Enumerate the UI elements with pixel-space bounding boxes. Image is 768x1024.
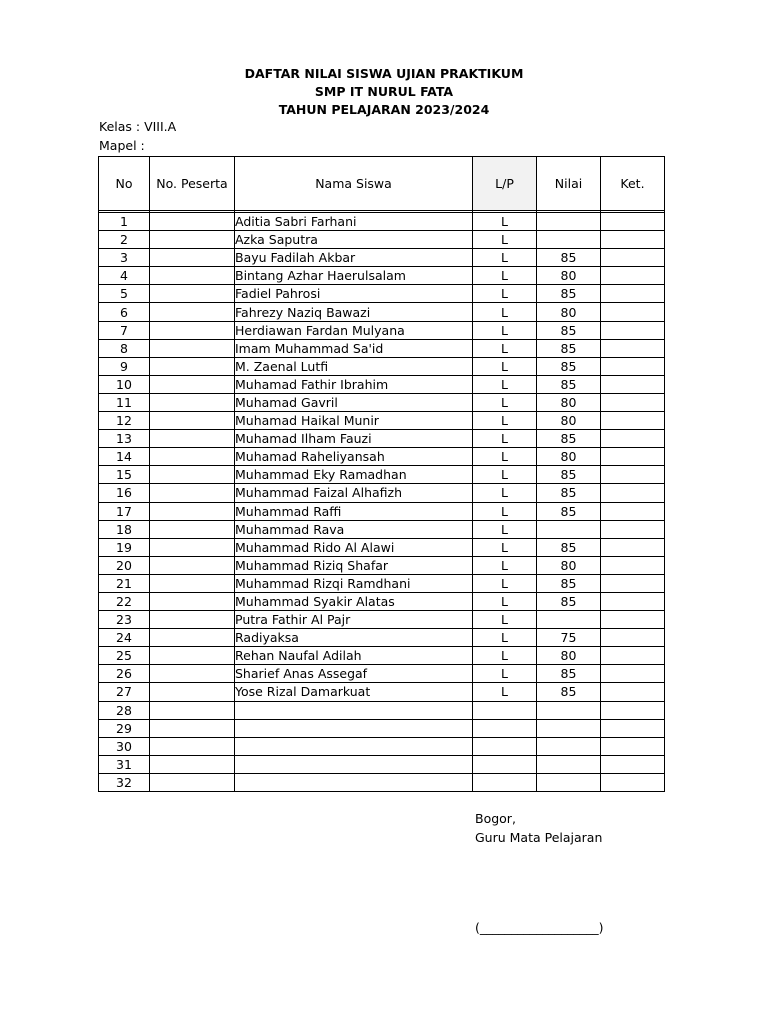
cell-no-peserta: [150, 520, 235, 538]
cell-nilai: 85: [537, 592, 601, 610]
cell-no: 1: [99, 213, 150, 231]
cell-no: 14: [99, 448, 150, 466]
cell-no: 12: [99, 412, 150, 430]
cell-lp: L: [473, 249, 537, 267]
cell-ket: [601, 231, 665, 249]
cell-no-peserta: [150, 285, 235, 303]
cell-nama-siswa: Muhammad Rizqi Ramdhani: [235, 574, 473, 592]
grades-table: [98, 156, 665, 792]
cell-no: 2: [99, 231, 150, 249]
document-title: [0, 65, 768, 119]
cell-lp: L: [473, 466, 537, 484]
cell-nilai: [537, 755, 601, 773]
cell-no-peserta: [150, 393, 235, 411]
cell-nama-siswa: [235, 773, 473, 791]
cell-nama-siswa: [235, 719, 473, 737]
cell-nama-siswa: Rehan Naufal Adilah: [235, 647, 473, 665]
cell-no: 3: [99, 249, 150, 267]
table-row: [99, 321, 665, 339]
cell-nilai: [537, 520, 601, 538]
cell-ket: [601, 629, 665, 647]
cell-no-peserta: [150, 701, 235, 719]
cell-nilai: 85: [537, 502, 601, 520]
cell-ket: [601, 773, 665, 791]
cell-no: 21: [99, 574, 150, 592]
cell-no-peserta: [150, 592, 235, 610]
cell-nilai: [537, 737, 601, 755]
cell-no: 18: [99, 520, 150, 538]
cell-no-peserta: [150, 773, 235, 791]
cell-no: 15: [99, 466, 150, 484]
cell-nama-siswa: Azka Saputra: [235, 231, 473, 249]
cell-nama-siswa: Muhammad Raffi: [235, 502, 473, 520]
cell-ket: [601, 285, 665, 303]
cell-ket: [601, 448, 665, 466]
cell-nama-siswa: Muhamad Raheliyansah: [235, 448, 473, 466]
table-row: [99, 755, 665, 773]
cell-no: 24: [99, 629, 150, 647]
table-row: [99, 213, 665, 231]
cell-ket: [601, 321, 665, 339]
cell-nilai: [537, 611, 601, 629]
table-row: [99, 466, 665, 484]
cell-nama-siswa: Fahrezy Naziq Bawazi: [235, 303, 473, 321]
signature-role: Guru Mata Pelajaran: [475, 830, 603, 845]
cell-nilai: [537, 719, 601, 737]
cell-no: 22: [99, 592, 150, 610]
cell-no-peserta: [150, 303, 235, 321]
cell-ket: [601, 574, 665, 592]
cell-nilai: 80: [537, 647, 601, 665]
cell-lp: [473, 737, 537, 755]
cell-no-peserta: [150, 430, 235, 448]
cell-no: 19: [99, 538, 150, 556]
cell-nama-siswa: Fadiel Pahrosi: [235, 285, 473, 303]
cell-lp: L: [473, 412, 537, 430]
cell-nilai: 85: [537, 665, 601, 683]
cell-lp: L: [473, 611, 537, 629]
cell-lp: L: [473, 375, 537, 393]
table-row: [99, 683, 665, 701]
table-row: [99, 611, 665, 629]
title-line-1: DAFTAR NILAI SISWA UJIAN PRAKTIKUM: [244, 66, 524, 81]
cell-ket: [601, 502, 665, 520]
cell-lp: L: [473, 647, 537, 665]
cell-nilai: 85: [537, 339, 601, 357]
cell-lp: L: [473, 574, 537, 592]
table-row: [99, 556, 665, 574]
cell-no-peserta: [150, 339, 235, 357]
subject-label: Mapel :: [99, 138, 145, 153]
cell-nilai: 80: [537, 303, 601, 321]
cell-lp: L: [473, 629, 537, 647]
cell-ket: [601, 213, 665, 231]
cell-ket: [601, 267, 665, 285]
cell-ket: [601, 375, 665, 393]
cell-ket: [601, 683, 665, 701]
cell-nilai: 75: [537, 629, 601, 647]
header-lp: L/P: [473, 157, 537, 211]
cell-nilai: 85: [537, 249, 601, 267]
table-row: [99, 249, 665, 267]
cell-nama-siswa: [235, 755, 473, 773]
table-row: [99, 357, 665, 375]
cell-lp: [473, 773, 537, 791]
cell-lp: L: [473, 538, 537, 556]
table-row: [99, 448, 665, 466]
table-row: [99, 629, 665, 647]
cell-lp: L: [473, 484, 537, 502]
cell-nama-siswa: Muhammad Faizal Alhafizh: [235, 484, 473, 502]
cell-ket: [601, 466, 665, 484]
cell-nama-siswa: Imam Muhammad Sa'id: [235, 339, 473, 357]
table-row: [99, 412, 665, 430]
table-row: [99, 737, 665, 755]
table-row: [99, 520, 665, 538]
title-line-2: SMP IT NURUL FATA: [314, 84, 454, 99]
cell-lp: L: [473, 665, 537, 683]
cell-no-peserta: [150, 249, 235, 267]
cell-nilai: 85: [537, 357, 601, 375]
cell-no: 7: [99, 321, 150, 339]
signature-line: (___________________): [475, 920, 604, 935]
cell-ket: [601, 484, 665, 502]
header-no: No: [99, 157, 150, 211]
cell-lp: L: [473, 502, 537, 520]
cell-no: 25: [99, 647, 150, 665]
cell-no-peserta: [150, 448, 235, 466]
cell-no: 13: [99, 430, 150, 448]
cell-nama-siswa: Sharief Anas Assegaf: [235, 665, 473, 683]
cell-no-peserta: [150, 574, 235, 592]
cell-ket: [601, 665, 665, 683]
cell-lp: L: [473, 285, 537, 303]
table-row: [99, 375, 665, 393]
cell-no-peserta: [150, 719, 235, 737]
header-nilai: Nilai: [537, 157, 601, 211]
cell-nama-siswa: Muhamad Haikal Munir: [235, 412, 473, 430]
cell-nilai: 85: [537, 285, 601, 303]
cell-no: 27: [99, 683, 150, 701]
cell-no-peserta: [150, 755, 235, 773]
cell-nilai: 80: [537, 556, 601, 574]
cell-nama-siswa: Radiyaksa: [235, 629, 473, 647]
cell-no: 28: [99, 701, 150, 719]
cell-no: 6: [99, 303, 150, 321]
header-nama-siswa: Nama Siswa: [235, 157, 473, 211]
cell-nilai: 85: [537, 538, 601, 556]
cell-lp: L: [473, 231, 537, 249]
table-header-row: [99, 157, 665, 211]
cell-nama-siswa: Muhamad Ilham Fauzi: [235, 430, 473, 448]
cell-nama-siswa: Bintang Azhar Haerulsalam: [235, 267, 473, 285]
cell-nilai: [537, 231, 601, 249]
cell-ket: [601, 430, 665, 448]
cell-nama-siswa: Yose Rizal Damarkuat: [235, 683, 473, 701]
cell-ket: [601, 719, 665, 737]
table-row: [99, 701, 665, 719]
cell-nilai: 85: [537, 466, 601, 484]
cell-ket: [601, 357, 665, 375]
cell-lp: L: [473, 339, 537, 357]
table-row: [99, 665, 665, 683]
cell-no: 29: [99, 719, 150, 737]
table-row: [99, 339, 665, 357]
title-line-3: TAHUN PELAJARAN 2023/2024: [278, 102, 490, 117]
cell-nama-siswa: Putra Fathir Al Pajr: [235, 611, 473, 629]
header-no-peserta: No. Peserta: [150, 157, 235, 211]
table-row: [99, 231, 665, 249]
cell-nilai: [537, 701, 601, 719]
cell-lp: L: [473, 430, 537, 448]
cell-nilai: [537, 773, 601, 791]
cell-ket: [601, 611, 665, 629]
cell-nama-siswa: Muhamad Gavril: [235, 393, 473, 411]
table-row: [99, 773, 665, 791]
cell-nama-siswa: Muhammad Rava: [235, 520, 473, 538]
cell-nilai: 80: [537, 393, 601, 411]
cell-nama-siswa: Aditia Sabri Farhani: [235, 213, 473, 231]
cell-no: 4: [99, 267, 150, 285]
cell-no-peserta: [150, 737, 235, 755]
cell-no-peserta: [150, 231, 235, 249]
cell-no: 31: [99, 755, 150, 773]
table-row: [99, 574, 665, 592]
table-row: [99, 647, 665, 665]
cell-nama-siswa: Muhammad Syakir Alatas: [235, 592, 473, 610]
cell-nama-siswa: Muhammad Eky Ramadhan: [235, 466, 473, 484]
cell-no-peserta: [150, 375, 235, 393]
cell-nama-siswa: Muhammad Riziq Shafar: [235, 556, 473, 574]
cell-ket: [601, 303, 665, 321]
cell-nama-siswa: Muhammad Rido Al Alawi: [235, 538, 473, 556]
table-row: [99, 285, 665, 303]
cell-nama-siswa: M. Zaenal Lutfi: [235, 357, 473, 375]
cell-lp: L: [473, 393, 537, 411]
cell-no-peserta: [150, 629, 235, 647]
cell-lp: L: [473, 213, 537, 231]
cell-lp: L: [473, 321, 537, 339]
cell-lp: L: [473, 556, 537, 574]
cell-ket: [601, 339, 665, 357]
cell-nilai: 80: [537, 448, 601, 466]
cell-no: 20: [99, 556, 150, 574]
cell-ket: [601, 393, 665, 411]
cell-no-peserta: [150, 502, 235, 520]
table-body: [99, 211, 665, 792]
cell-no-peserta: [150, 321, 235, 339]
header-ket: Ket.: [601, 157, 665, 211]
cell-nama-siswa: [235, 737, 473, 755]
table-row: [99, 502, 665, 520]
cell-no: 5: [99, 285, 150, 303]
cell-nilai: [537, 213, 601, 231]
cell-lp: L: [473, 303, 537, 321]
cell-ket: [601, 412, 665, 430]
cell-lp: [473, 701, 537, 719]
class-label: Kelas : VIII.A: [99, 119, 177, 134]
cell-no: 30: [99, 737, 150, 755]
table-row: [99, 393, 665, 411]
cell-no: 17: [99, 502, 150, 520]
cell-lp: [473, 755, 537, 773]
cell-no: 10: [99, 375, 150, 393]
cell-no: 23: [99, 611, 150, 629]
cell-nilai: 85: [537, 375, 601, 393]
cell-ket: [601, 592, 665, 610]
cell-ket: [601, 737, 665, 755]
cell-lp: L: [473, 448, 537, 466]
cell-ket: [601, 647, 665, 665]
cell-nilai: 80: [537, 267, 601, 285]
table-row: [99, 538, 665, 556]
cell-no: 11: [99, 393, 150, 411]
cell-no-peserta: [150, 611, 235, 629]
cell-ket: [601, 701, 665, 719]
cell-nilai: 85: [537, 574, 601, 592]
cell-no-peserta: [150, 665, 235, 683]
cell-lp: L: [473, 592, 537, 610]
cell-lp: L: [473, 520, 537, 538]
cell-ket: [601, 249, 665, 267]
table-row: [99, 719, 665, 737]
cell-lp: L: [473, 267, 537, 285]
table-row: [99, 267, 665, 285]
cell-lp: [473, 719, 537, 737]
cell-no: 26: [99, 665, 150, 683]
table-row: [99, 484, 665, 502]
cell-nilai: 85: [537, 430, 601, 448]
cell-nilai: 80: [537, 412, 601, 430]
cell-ket: [601, 556, 665, 574]
cell-nilai: 85: [537, 683, 601, 701]
cell-no-peserta: [150, 538, 235, 556]
cell-no-peserta: [150, 412, 235, 430]
cell-no: 16: [99, 484, 150, 502]
cell-no-peserta: [150, 213, 235, 231]
cell-ket: [601, 520, 665, 538]
cell-no-peserta: [150, 647, 235, 665]
cell-no-peserta: [150, 267, 235, 285]
cell-nama-siswa: Muhamad Fathir Ibrahim: [235, 375, 473, 393]
cell-no-peserta: [150, 556, 235, 574]
cell-lp: L: [473, 357, 537, 375]
cell-ket: [601, 538, 665, 556]
cell-no: 9: [99, 357, 150, 375]
cell-ket: [601, 755, 665, 773]
cell-no-peserta: [150, 357, 235, 375]
cell-no-peserta: [150, 484, 235, 502]
cell-no: 32: [99, 773, 150, 791]
cell-nama-siswa: [235, 701, 473, 719]
cell-nama-siswa: Bayu Fadilah Akbar: [235, 249, 473, 267]
table-row: [99, 430, 665, 448]
cell-nama-siswa: Herdiawan Fardan Mulyana: [235, 321, 473, 339]
cell-nilai: 85: [537, 484, 601, 502]
table-row: [99, 303, 665, 321]
cell-lp: L: [473, 683, 537, 701]
cell-no: 8: [99, 339, 150, 357]
table-row: [99, 592, 665, 610]
cell-nilai: 85: [537, 321, 601, 339]
cell-no-peserta: [150, 683, 235, 701]
cell-no-peserta: [150, 466, 235, 484]
signature-city: Bogor,: [475, 811, 516, 826]
